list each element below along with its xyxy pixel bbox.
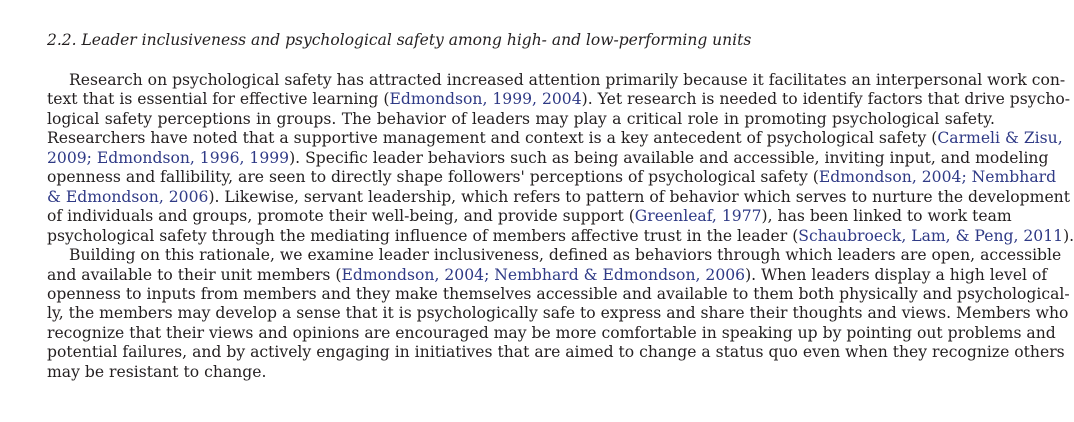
text-segment: Building on this rationale, we examine leader inclusiveness, defined as behaviors through which leaders are open, accessible	[69, 246, 1062, 265]
citation-link[interactable]: Edmondson, 2004; Nembhard	[818, 168, 1057, 187]
text-segment: ). When leaders display a high level of	[745, 265, 1048, 284]
text-line	[47, 89, 1071, 109]
text-line	[47, 323, 1056, 343]
text-segment: psychological safety through the mediating influence of members affective trust in the leader (	[47, 226, 799, 245]
text-segment: Researchers have noted that a supportive management and context is a key antecedent of psychological safety (	[47, 129, 938, 148]
text-line	[47, 206, 1012, 226]
text-segment: text that is essential for effective learning (	[47, 90, 390, 109]
text-segment: ).	[1063, 226, 1074, 245]
citation-link[interactable]: Edmondson, 1999, 2004	[389, 90, 582, 109]
text-segment: logical safety perceptions in groups. The behavior of leaders may play a critical role in promoting psychological safety.	[47, 109, 995, 128]
text-segment: ). Yet research is needed to identify factors that drive psycho-	[581, 90, 1071, 109]
text-segment: of individuals and groups, promote their well-being, and provide support (	[47, 207, 635, 226]
text-segment: ly, the members may develop a sense that it is psychologically safe to express and share their thoughts and views. Members who	[47, 304, 1069, 323]
text-segment: ). Likewise, servant leadership, which refers to pattern of behavior which serves to nurture the development	[208, 187, 1070, 206]
text-line	[47, 342, 1065, 362]
text-line	[69, 70, 1066, 90]
paper-page	[47, 0, 1074, 422]
text-segment: recognize that their views and opinions are encouraged may be more comfortable in speaking up by pointing out problems and	[47, 323, 1056, 342]
text-line	[47, 226, 1074, 246]
text-line	[47, 167, 1057, 187]
text-segment: ). Specific leader behaviors such as being available and accessible, inviting input, and modeling	[289, 148, 1049, 167]
citation-link[interactable]: Edmondson, 2004; Nembhard & Edmondson, 2006	[341, 265, 746, 284]
text-line	[47, 362, 995, 382]
citation-link[interactable]: Schaubroeck, Lam, & Peng, 2011	[798, 226, 1064, 245]
citation-link[interactable]: Carmeli & Zisu,	[937, 129, 1063, 148]
section-heading: 2.2. Leader inclusiveness and psychological safety among high- and low-performing units	[47, 31, 752, 49]
text-segment: openness to inputs from members and they make themselves accessible and available to them both physically and psychological-	[47, 284, 1070, 303]
text-line	[47, 284, 1070, 304]
text-line	[47, 187, 1070, 207]
text-line	[69, 245, 1062, 265]
text-line	[47, 109, 995, 129]
text-line	[47, 148, 1049, 168]
citation-link[interactable]: Greenleaf, 1977	[634, 207, 762, 226]
text-line	[47, 128, 1063, 148]
text-segment: ), has been linked to work team	[761, 207, 1012, 226]
text-segment: Research on psychological safety has attracted increased attention primarily because it facilitates an interpersonal work con-	[69, 71, 1066, 89]
text-line	[47, 265, 1048, 285]
text-segment: and available to their unit members (	[47, 265, 342, 284]
text-segment: potential failures, and by actively engaging in initiatives that are aimed to change a status quo even when they recognize others	[47, 343, 1065, 362]
citation-link[interactable]: & Edmondson, 2006	[47, 187, 209, 206]
text-line	[47, 303, 1069, 323]
citation-link[interactable]: 2009; Edmondson, 1996, 1999	[47, 148, 290, 167]
text-segment: may be resistant to change.	[47, 362, 267, 381]
text-segment: openness and fallibility, are seen to directly shape followers' perceptions of psychological safety (	[47, 168, 819, 187]
